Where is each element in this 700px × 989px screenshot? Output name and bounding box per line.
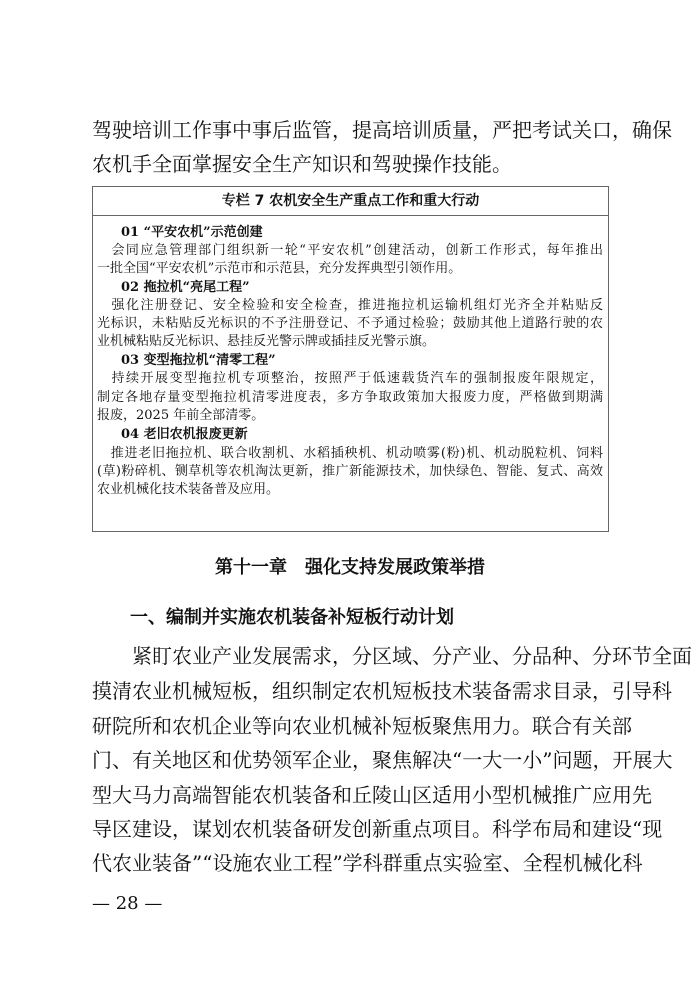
paragraph-line: 摸清农业机械短板，组织制定农机短板技术装备需求目录，引导科 (92, 679, 672, 703)
box-item-line: 农业机械化技术装备普及应用。 (97, 482, 280, 497)
box-item-heading: 01 “平安农机”示范创建 (121, 225, 263, 240)
box-item-line: 光标识，未粘贴反光标识的不予注册登记、不予通过检验；鼓励其他上道路行驶的农 (97, 316, 603, 331)
feature-box (92, 186, 609, 532)
box-item-line: 制定各地存量变型拖拉机清零进度表，多方争取政策加大报废力度，严格做到期满 (97, 390, 603, 405)
box-item-line: 业机械粘贴反光标识、悬挂反光警示牌或插挂反光警示旗。 (97, 334, 436, 349)
paragraph-line: 研院所和农机企业等向农业机械补短板聚焦用力。联合有关部 (92, 714, 632, 738)
chapter-title: 第十一章 强化支持发展政策举措 (215, 557, 485, 578)
box-item-heading: 03 变型拖拉机“清零工程” (121, 353, 276, 368)
paragraph-line: 紧盯农业产业发展需求，分区域、分产业、分品种、分环节全面 (92, 644, 692, 668)
box-item-line: 报废，2025 年前全部清零。 (97, 408, 265, 423)
section-heading: 一、编制并实施农机装备补短板行动计划 (130, 607, 454, 628)
paragraph-line: 型大马力高端智能农机装备和丘陵山区适用小型机械推广应用先 (92, 783, 652, 807)
box-item-line: 强化注册登记、安全检验和安全检查，推进拖拉机运输机组灯光齐全并粘贴反 (97, 298, 603, 313)
paragraph-line: 门、有关地区和优势领军企业，聚焦解决“一大一小”问题，开展大 (92, 748, 673, 772)
paragraph-line: 代农业装备”“设施农业工程”学科群重点实验室、全程机械化科 (92, 851, 643, 875)
box-item-line: 会同应急管理部门组织新一轮“平安农机”创建活动，创新工作形式，每年推出 (97, 243, 603, 258)
intro-line: 驾驶培训工作事中事后监管，提高培训质量，严把考试关口，确保 (92, 118, 672, 142)
box-item-line: 一批全国“平安农机”示范市和示范县，充分发挥典型引领作用。 (97, 261, 462, 276)
intro-line: 农机手全面掌握安全生产知识和驾驶操作技能。 (92, 152, 512, 176)
box-item-line: (草)粉碎机、铡草机等农机淘汰更新，推广新能源技术，加快绿色、智能、复式、高效 (97, 464, 603, 479)
page-number: — 28 — (92, 893, 163, 914)
box-item-heading: 02 拖拉机“亮尾工程” (121, 280, 250, 295)
box-title: 专栏 7 农机安全生产重点工作和重大行动 (93, 187, 608, 216)
paragraph-line: 导区建设，谋划农机装备研发创新重点项目。科学布局和建设“现 (92, 817, 663, 841)
box-item-heading: 04 老旧农机报废更新 (121, 427, 248, 442)
box-item-line: 推进老旧拖拉机、联合收割机、水稻插秧机、机动喷雾(粉)机、机动脱粒机、饲料 (97, 446, 603, 461)
box-item-line: 持续开展变型拖拉机专项整治，按照严于低速载货汽车的强制报废年限规定， (97, 371, 603, 386)
